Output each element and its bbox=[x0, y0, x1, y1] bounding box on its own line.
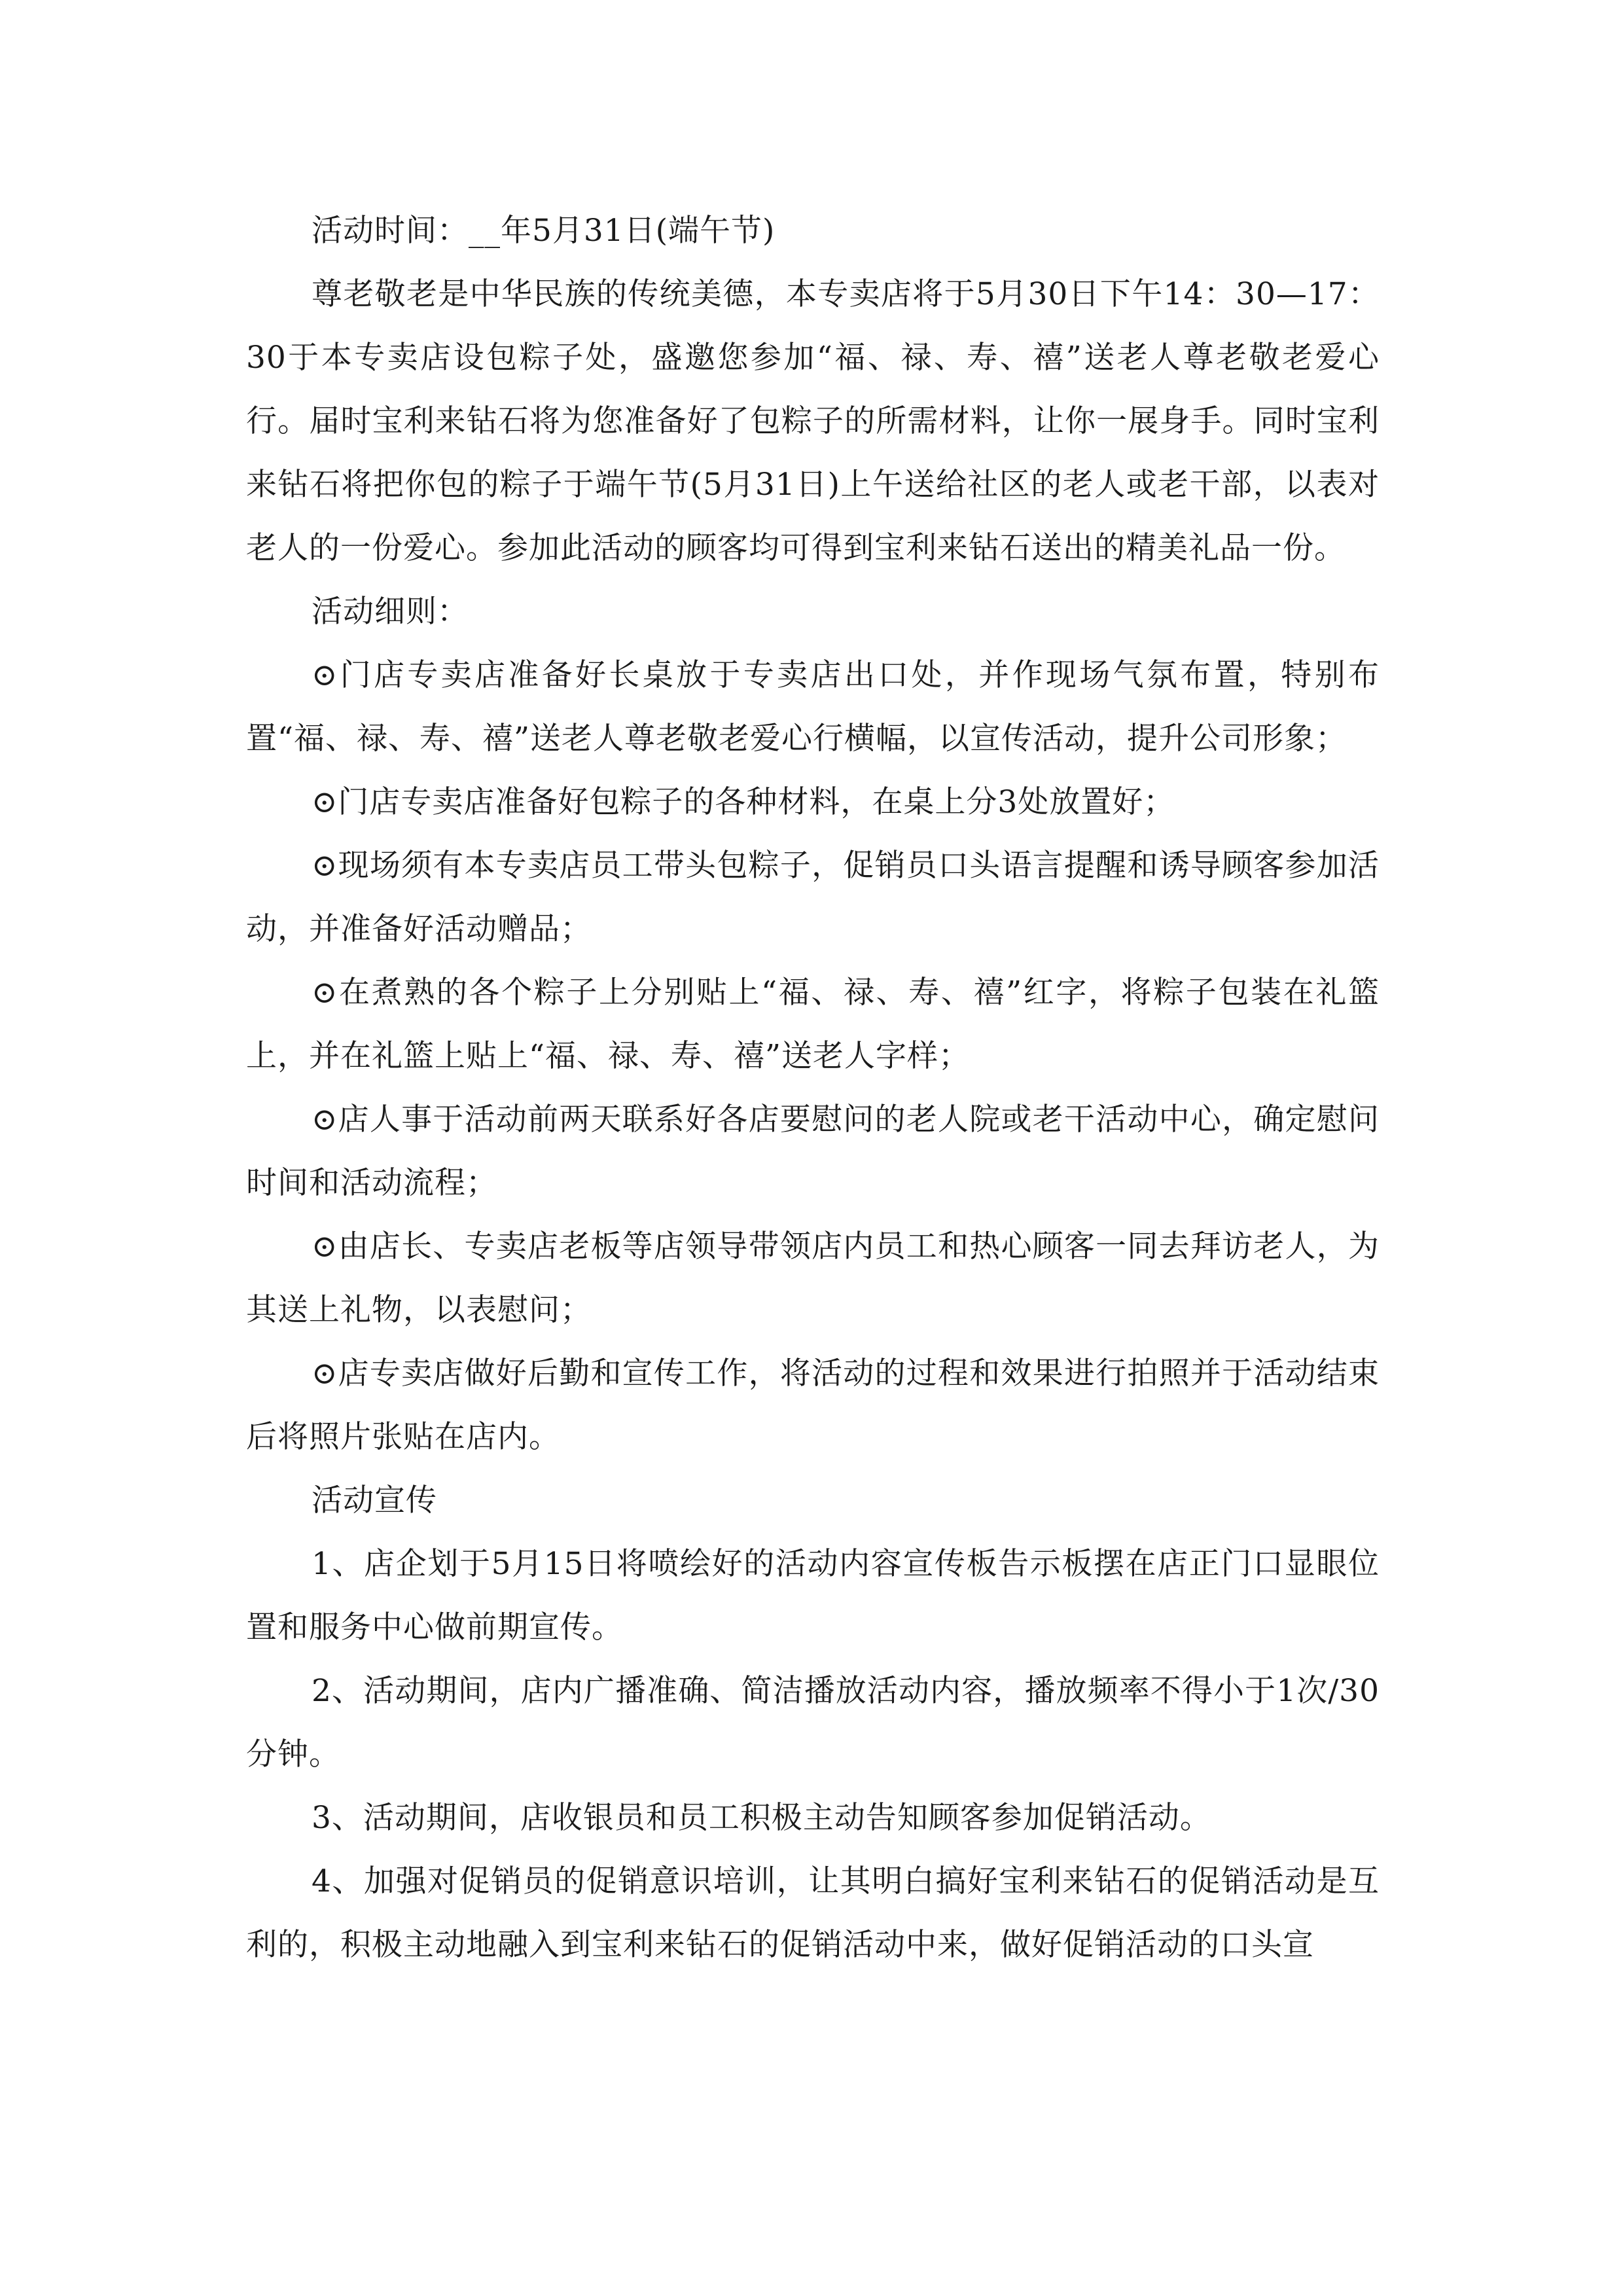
details-heading: 活动细则： bbox=[312, 594, 469, 630]
document-body bbox=[246, 199, 1380, 1977]
detail-item: ⊙现场须有本专卖店员工带头包粽子，促销员口头语言提醒和诱导顾客参加活动，并准备好活动赠品； bbox=[246, 848, 1380, 947]
detail-item: ⊙店专卖店做好后勤和宣传工作，将活动的过程和效果进行拍照并于活动结束后将照片张贴在店内。 bbox=[246, 1355, 1380, 1455]
promo-item: 2、活动期间，店内广播准确、简洁播放活动内容，播放频率不得小于1次/30分钟。 bbox=[246, 1673, 1380, 1772]
promo-item: 3、活动期间，店收银员和员工积极主动告知顾客参加促销活动。 bbox=[312, 1800, 1211, 1836]
detail-item: ⊙由店长、专卖店老板等店领导带领店内员工和热心顾客一同去拜访老人，为其送上礼物，以表慰问； bbox=[246, 1229, 1380, 1328]
detail-item: ⊙店人事于活动前两天联系好各店要慰问的老人院或老干活动中心，确定慰问时间和活动流程； bbox=[246, 1102, 1380, 1201]
activity-time: 活动时间：__年5月31日(端午节) bbox=[312, 213, 776, 249]
promo-heading: 活动宣传 bbox=[312, 1482, 437, 1518]
detail-item: ⊙在煮熟的各个粽子上分别贴上“福、禄、寿、禧”红字，将粽子包装在礼篮上，并在礼篮上贴上“福、禄、寿、禧”送老人字样； bbox=[246, 975, 1380, 1074]
detail-item: ⊙门店专卖店准备好长桌放于专卖店出口处，并作现场气氛布置，特别布置“福、禄、寿、禧”送老人尊老敬老爱心行横幅，以宣传活动，提升公司形象； bbox=[246, 657, 1380, 757]
promo-item: 4、加强对促销员的促销意识培训，让其明白搞好宝利来钻石的促销活动是互利的，积极主动地融入到宝利来钻石的促销活动中来，做好促销活动的口头宣 bbox=[246, 1863, 1380, 1963]
intro-paragraph: 尊老敬老是中华民族的传统美德，本专卖店将于5月30日下午14：30—17：30于本专卖店设包粽子处，盛邀您参加“福、禄、寿、禧”送老人尊老敬老爱心行。届时宝利来钻石将为您准备好了包粽子的所需材料，让你一展身手。同时宝利来钻石将把你包的粽子于端午节(5月31日)上午送给社区的老人或老干部，以表对老人的一份爱心。参加此活动的顾客均可得到宝利来钻石送出的精美礼品一份。 bbox=[246, 276, 1380, 566]
promo-item: 1、店企划于5月15日将喷绘好的活动内容宣传板告示板摆在店正门口显眼位置和服务中心做前期宣传。 bbox=[246, 1546, 1380, 1645]
detail-item: ⊙门店专卖店准备好包粽子的各种材料，在桌上分3处放置好； bbox=[312, 784, 1175, 820]
